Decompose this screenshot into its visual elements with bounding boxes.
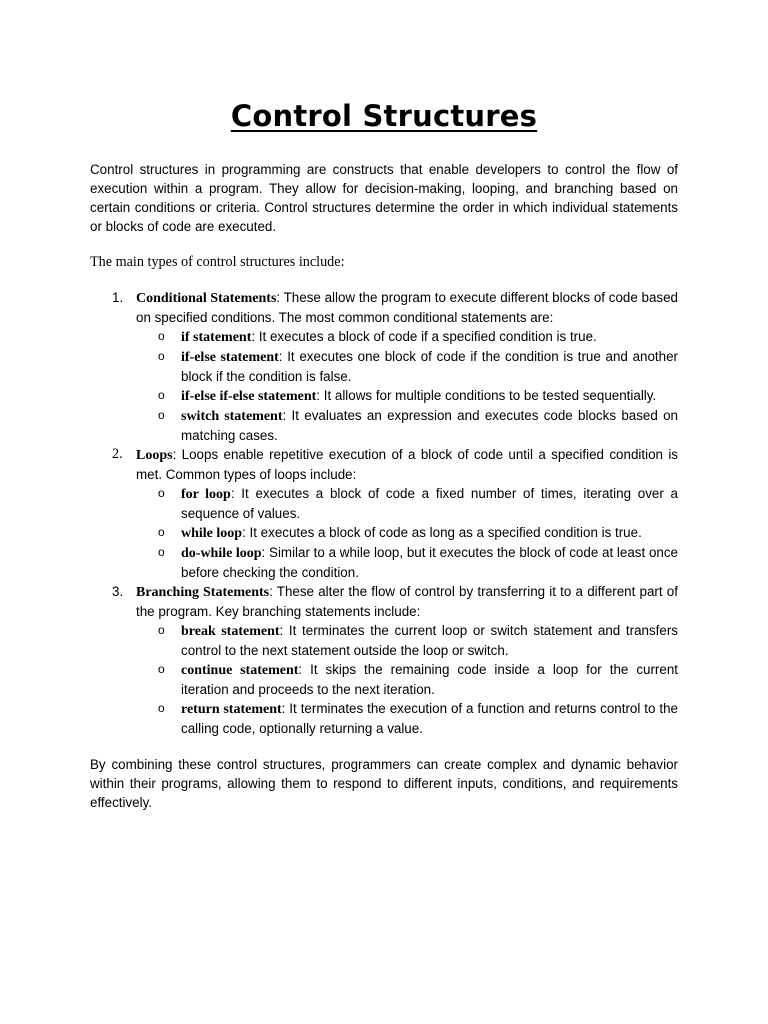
item-description: : It terminates the execution of a function and returns control to the calling code, optionally returning a value. <box>181 701 678 736</box>
list-item <box>136 621 678 660</box>
section-term: Branching Statements <box>136 585 270 600</box>
item-term: continue statement <box>181 663 299 678</box>
list-item <box>136 543 678 582</box>
intro-paragraph: Control structures in programming are constructs that enable developers to control the flow of execution within a program. They allow for decision-making, looping, and branching based on certain conditions or criteria. Control structures determine the order in which individual statements or blocks of code are executed. <box>90 162 678 234</box>
list-item-branching-statements <box>90 582 678 738</box>
list-item <box>136 327 678 347</box>
item-description: : Similar to a while loop, but it executes the block of code at least once before checking the condition. <box>181 545 678 580</box>
item-term: return statement <box>181 702 282 717</box>
document-page <box>90 96 678 812</box>
section-description: : These alter the flow of control by transferring it to a different part of the program. Key branching statements include: <box>136 584 678 619</box>
section-description: : Loops enable repetitive execution of a block of code until a specified condition is met. Common types of loops include: <box>136 447 678 482</box>
list-number: 3. <box>112 584 124 599</box>
list-item <box>136 660 678 699</box>
circle-bullet-icon: o <box>158 388 165 402</box>
closing-paragraph: By combining these control structures, programmers can create complex and dynamic behavior within their programs, allowing them to respond to different inputs, conditions, and requirements effectively. <box>90 757 678 810</box>
circle-bullet-icon: o <box>158 486 165 500</box>
circle-bullet-icon: o <box>158 329 165 343</box>
list-item <box>136 406 678 445</box>
list-item <box>136 484 678 523</box>
item-term: break statement <box>181 624 280 639</box>
section-description: : These allow the program to execute different blocks of code based on specified conditions. The most common conditional statements are: <box>136 290 679 325</box>
sub-list <box>136 327 678 445</box>
control-structure-types-list <box>90 288 678 738</box>
list-number: 1. <box>112 290 124 305</box>
item-description: : It executes a block of code as long as a specified condition is true. <box>242 525 642 540</box>
list-item <box>136 699 678 738</box>
list-item <box>136 386 678 406</box>
list-item <box>136 523 678 543</box>
list-item-loops <box>90 445 678 582</box>
circle-bullet-icon: o <box>158 408 165 422</box>
page-title: Control Structures <box>230 99 538 133</box>
item-description: : It executes one block of code if the condition is true and another block if the condition is false. <box>181 349 678 384</box>
list-item-conditional-statements <box>90 288 678 445</box>
item-term: while loop <box>181 526 243 541</box>
item-term: for loop <box>181 487 231 502</box>
item-description: : It allows for multiple conditions to be tested sequentially. <box>316 388 657 403</box>
item-term: if statement <box>181 330 252 345</box>
item-description: : It terminates the current loop or switch statement and transfers control to the next statement outside the loop or switch. <box>181 623 678 658</box>
list-item <box>136 347 678 386</box>
section-term: Loops <box>136 448 173 463</box>
item-description: : It skips the remaining code inside a loop for the current iteration and proceeds to the next iteration. <box>181 662 678 697</box>
item-term: if-else if-else statement <box>181 389 317 404</box>
item-term: if-else statement <box>181 350 279 365</box>
circle-bullet-icon: o <box>158 349 165 363</box>
section-term: Conditional Statements <box>136 291 277 306</box>
types-lead: The main types of control structures include: <box>90 254 345 270</box>
item-term: switch statement <box>181 409 283 424</box>
sub-list <box>136 484 678 582</box>
item-term: do-while loop <box>181 546 262 561</box>
item-description: : It executes a block of code if a specified condition is true. <box>251 329 597 344</box>
sub-list <box>136 621 678 738</box>
circle-bullet-icon: o <box>158 545 165 559</box>
circle-bullet-icon: o <box>158 525 165 539</box>
circle-bullet-icon: o <box>158 623 165 637</box>
item-description: : It evaluates an expression and executes code blocks based on matching cases. <box>181 408 678 443</box>
circle-bullet-icon: o <box>158 662 165 676</box>
item-description: : It executes a block of code a fixed number of times, iterating over a sequence of values. <box>181 486 678 521</box>
list-number: 2. <box>112 446 123 462</box>
circle-bullet-icon: o <box>158 701 165 715</box>
